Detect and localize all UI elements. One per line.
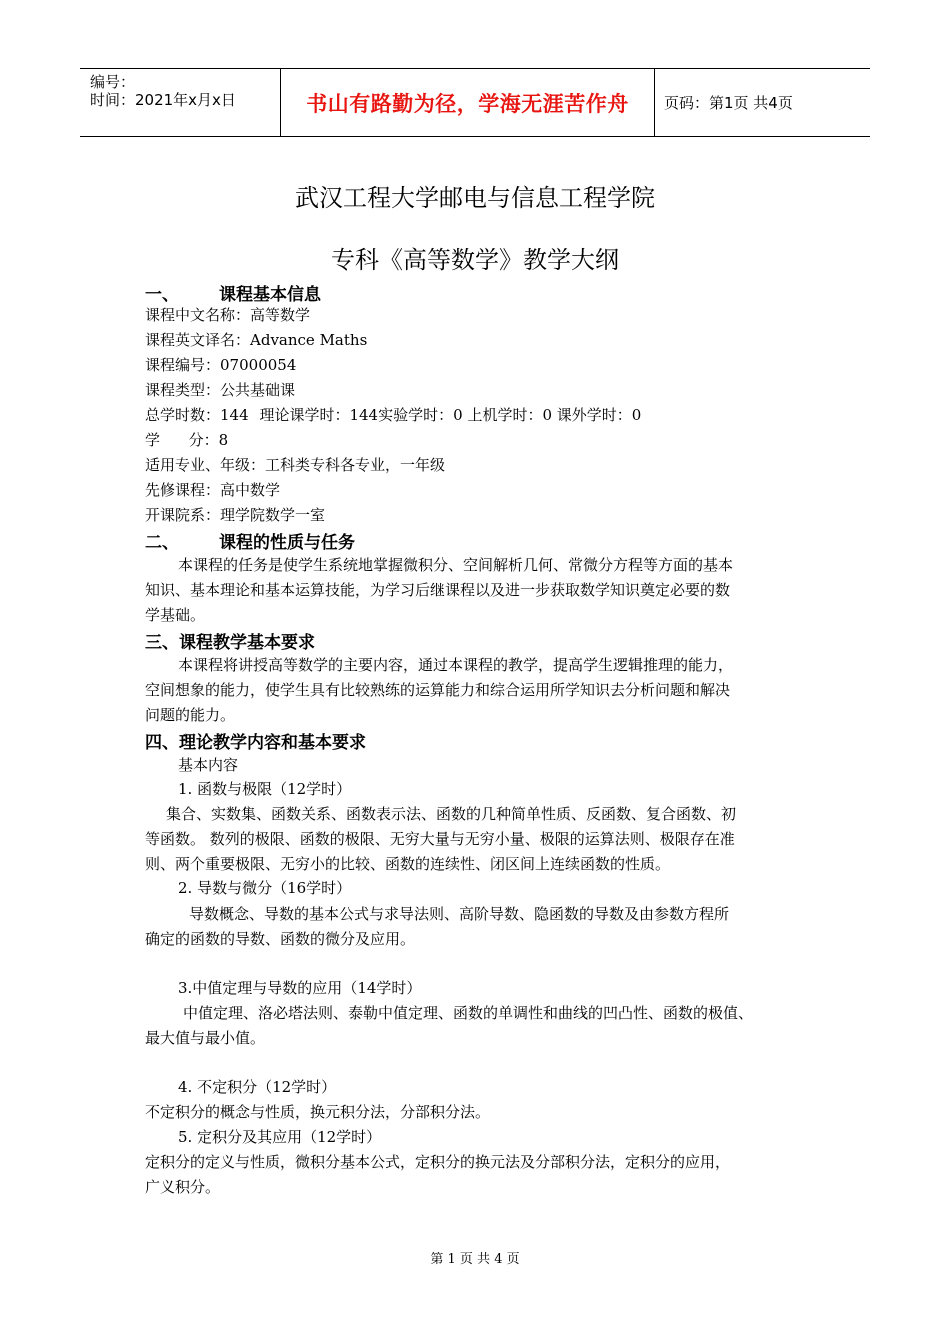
lab-value: 0	[453, 406, 463, 424]
section-2-number: 二、	[145, 533, 179, 553]
type-value: 公共基础课	[220, 381, 296, 399]
number-label: 编号：	[90, 73, 136, 91]
code-line	[145, 355, 296, 375]
computer-value: 0	[542, 406, 552, 424]
extra-label: 课外学时：	[556, 406, 632, 424]
content-1-line-1: 集合、实数集、函数关系、函数表示法、函数的几种简单性质、反函数、复合函数、初	[166, 805, 737, 823]
section-4-heading: 四、理论教学内容和基本要求	[145, 733, 366, 753]
theory-value: 144	[349, 406, 379, 424]
code-value: 07000054	[220, 356, 297, 374]
content-5-line-2: 广义积分。	[145, 1178, 221, 1196]
computer-label: 上机学时：	[467, 406, 543, 424]
content-1-title: 1. 函数与极限（12学时）	[178, 780, 352, 798]
time-line: 时间：2021年x月x日	[90, 91, 236, 109]
cn-name-label: 课程中文名称：	[145, 306, 251, 324]
content-3-line-2: 最大值与最小值。	[145, 1029, 266, 1047]
section-1-number: 一、	[145, 285, 179, 305]
en-name-label: 课程英文译名：	[145, 331, 251, 349]
content-2-title: 2. 导数与微分（16学时）	[178, 879, 352, 897]
type-label: 课程类型：	[145, 381, 221, 399]
en-name-value: Advance Maths	[250, 331, 368, 349]
header-page-info: 页码：第1页 共4页	[664, 94, 793, 112]
motto: 书山有路勤为径，学海无涯苦作舟	[306, 91, 629, 116]
prereq-line	[145, 480, 280, 500]
code-label: 课程编号：	[145, 356, 221, 374]
requirements-line-2: 空间想象的能力，使学生具有比较熟练的运算能力和综合运用所学知识去分析问题和解决	[145, 681, 731, 699]
dept-label: 开课院系：	[145, 506, 221, 524]
prereq-value: 高中数学	[220, 481, 281, 499]
cn-name-line	[145, 305, 310, 325]
header-table	[80, 68, 870, 137]
footer-page-number: 第 1 页 共 4 页	[430, 1252, 520, 1267]
section-2-heading	[145, 528, 355, 553]
dept-line	[145, 505, 325, 525]
content-1-line-3: 则、两个重要极限、无穷小的比较、函数的连续性、闭区间上连续函数的性质。	[145, 855, 671, 873]
major-label: 适用专业、年级：	[145, 456, 266, 474]
header-page-cell	[654, 69, 870, 136]
lab-label: 实验学时：	[378, 406, 454, 424]
section-3-heading: 三、课程教学基本要求	[145, 633, 315, 653]
nature-line-3: 学基础。	[145, 606, 206, 624]
hours-value: 144	[220, 406, 249, 424]
document-title: 专科《高等数学》教学大纲	[331, 246, 619, 274]
content-4-title: 4. 不定积分（12学时）	[178, 1078, 337, 1096]
content-3-line-1: 中值定理、洛必塔法则、泰勒中值定理、函数的单调性和曲线的凹凸性、函数的极值、	[183, 1004, 754, 1022]
requirements-line-1: 本课程将讲授高等数学的主要内容，通过本课程的教学，提高学生逻辑推理的能力，	[178, 656, 734, 674]
content-5-line-1: 定积分的定义与性质，微积分基本公式，定积分的换元法及分部积分法，定积分的应用，	[145, 1153, 731, 1171]
nature-line-2: 知识、基本理论和基本运算技能，为学习后继课程以及进一步获取数学知识奠定必要的数	[145, 581, 731, 599]
credit-label: 学 分：	[145, 431, 219, 449]
content-2-line-1: 导数概念、导数的基本公式与求导法则、高阶导数、隐函数的导数及由参数方程所	[189, 905, 730, 923]
credit-line	[145, 430, 228, 450]
theory-label: 理论课学时：	[259, 406, 350, 424]
hours-line	[145, 405, 641, 425]
type-line	[145, 380, 295, 400]
content-2-line-2: 确定的函数的导数、函数的微分及应用。	[145, 930, 416, 948]
section-1-title: 课程基本信息	[219, 285, 321, 305]
basic-content-label: 基本内容	[178, 756, 239, 774]
dept-value: 理学院数学一室	[220, 506, 326, 524]
requirements-line-3: 问题的能力。	[145, 706, 236, 724]
header-left-cell	[80, 69, 280, 136]
en-name-line	[145, 330, 367, 350]
major-value: 工科类专科各专业，一年级	[265, 456, 446, 474]
content-1-line-2: 等函数。 数列的极限、函数的极限、无穷大量与无穷小量、极限的运算法则、极限存在准	[145, 830, 735, 848]
major-line	[145, 455, 445, 475]
extra-value: 0	[631, 406, 642, 424]
content-3-title: 3.中值定理与导数的应用（14学时）	[178, 979, 422, 997]
header-motto-cell	[280, 69, 655, 136]
content-5-title: 5. 定积分及其应用（12学时）	[178, 1128, 382, 1146]
hours-label: 总学时数：	[145, 406, 221, 424]
nature-line-1: 本课程的任务是使学生系统地掌握微积分、空间解析几何、常微分方程等方面的基本	[178, 556, 734, 574]
cn-name-value: 高等数学	[250, 306, 311, 324]
institution-title: 武汉工程大学邮电与信息工程学院	[295, 184, 655, 212]
section-1-heading	[145, 280, 321, 305]
credit-value: 8	[218, 431, 229, 449]
section-2-title: 课程的性质与任务	[219, 533, 355, 553]
prereq-label: 先修课程：	[145, 481, 221, 499]
content-4-line-1: 不定积分的概念与性质，换元积分法，分部积分法。	[145, 1103, 491, 1121]
